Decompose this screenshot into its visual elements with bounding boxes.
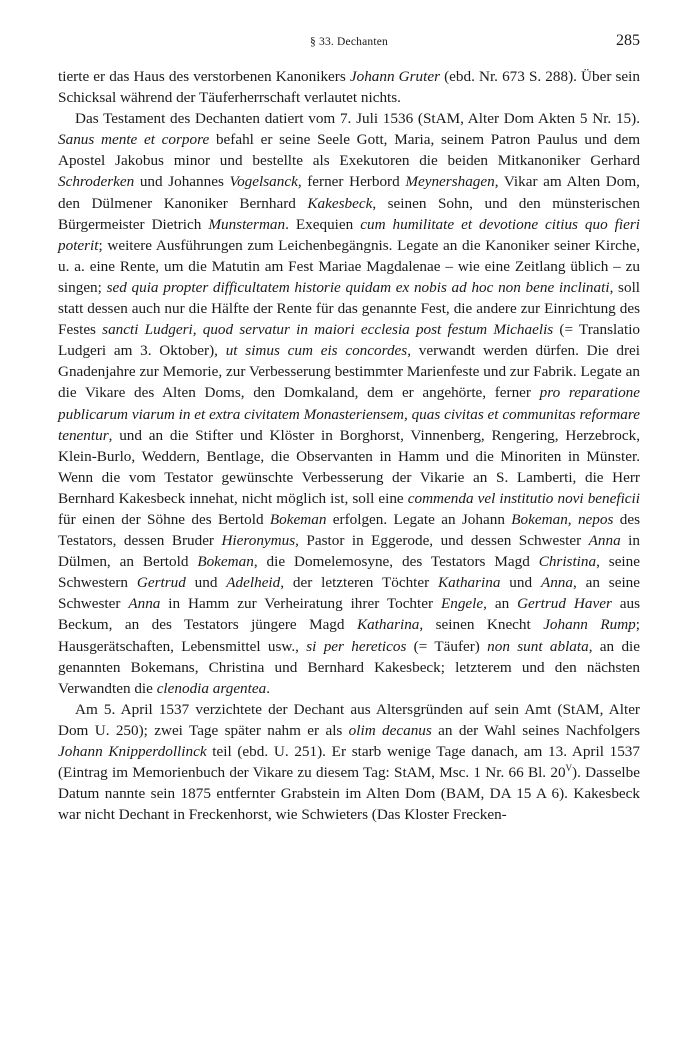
text-run: , seinen Knecht: [419, 616, 544, 634]
text-run: an der Wahl seines Nachfolgers: [431, 721, 640, 739]
italic-run: sed quia propter difficultatem historie quidam ex nobis ad hoc non bene inclinati: [106, 278, 610, 296]
paragraph-1: [58, 66, 640, 108]
italic-run: Bokeman: [197, 553, 254, 571]
italic-run: Anna: [540, 574, 573, 592]
italic-run: Bokeman: [269, 510, 327, 528]
text-run: tierte er das Haus des verstorbenen Kanonikers: [58, 68, 350, 85]
document-page: [58, 30, 640, 825]
text-run: , die Domelemosyne, des Testators Magd: [253, 553, 539, 571]
text-run: , ferner Herbord: [297, 173, 406, 191]
page-number: 285: [616, 32, 640, 49]
italic-run: Katharina: [438, 574, 501, 592]
text-run: Das Testament des Dechanten datiert vom 7. Juli 1536 (StAM, Alter Dom Akten 5 Nr. 15).: [75, 110, 640, 128]
text-run: (= Translatio Ludgeri am 3. Oktober),: [58, 321, 641, 360]
text-run: ; Hausgerätschaften, Lebensmittel usw.,: [58, 616, 641, 655]
italic-run: Munsterman: [208, 215, 286, 233]
italic-run: Gertrud: [136, 574, 186, 592]
text-run: (ebd. Nr. 673 S. 288). Über sein Schicksal während der Täuferherrschaft verlautet nichts.: [58, 68, 640, 107]
text-run: befahl er seine Seele Gott, Maria, seinem Patron Paulus und dem Apostel Jakobus minor und bestellte als Exekutoren die beiden Mitkanoniker Gerhard: [58, 131, 641, 170]
italic-run: si per hereticos: [306, 637, 407, 655]
italic-run: Hieronymus: [221, 532, 296, 550]
italic-run: Gertrud Haver: [517, 595, 612, 613]
text-run: , und an die Stifter und Klöster in Borghorst, Vinnenberg, Rengering, Herzebrock, Klein-Burlo, Weddern, Bentlage, die Observanten in Hamm und die Minoriten in Münster. Wenn die vom Testator gewünschte Verbesserung der Vikarie an S. Lamberti, die Herr Bernhard Kakesbeck innehat, nicht möglich ist, soll eine: [58, 426, 640, 507]
italic-run: Bokeman, nepos: [511, 510, 614, 528]
italic-run: pro reparatione publicarum viarum in et extra civitatem Monasteriensem, quas civitas et communitas reformare tenentur: [58, 384, 640, 444]
italic-run: Engele: [440, 595, 484, 613]
text-run: für einen der Söhne des Bertold: [58, 510, 270, 528]
text-run: des Testators, dessen Bruder: [58, 510, 640, 550]
text-run: , seine Schwestern: [58, 553, 640, 592]
running-head: § 33. Dechanten: [309, 36, 389, 48]
text-run: , Vikar am Alten Dom, den Dülmener Kanoniker Bernhard: [58, 173, 640, 212]
italic-run: Schroderken: [58, 173, 135, 191]
text-run: , soll statt dessen auch nur die Hälfte der Rente für das genannte Fest, die andere zur Einrichtung des Festes: [58, 278, 641, 339]
italic-run: Adelheid: [226, 574, 281, 592]
text-run: und: [500, 574, 541, 592]
text-run: und Johannes: [134, 173, 230, 191]
text-run: , an: [483, 595, 518, 613]
text-run: , verwandt werden dürfen. Die drei Gnadenjahre zur Memorie, zur Verbesserung bestimmter Marienfeste und zur Fabrik. Legate an die Vikare des Alten Doms, den Domkaland, dem er angehörte, ferner: [58, 342, 640, 402]
italic-run: olim decanus: [348, 721, 432, 739]
italic-run: Johann Knipperdollinck: [58, 743, 207, 760]
italic-run: commenda vel institutio novi beneficii: [407, 489, 640, 507]
text-run: , der letzteren Töchter: [280, 574, 439, 592]
page-header: [58, 30, 640, 52]
italic-run: Kakesbeck: [307, 194, 373, 212]
italic-run: Christina: [538, 553, 597, 571]
italic-run: Vogelsanck: [229, 173, 298, 191]
text-run: ). Dasselbe Datum nannte sein 1875 entfernter Grabstein im Alten Dom (BAM, DA 15 A 6). Kakesbeck war nicht Dechant in Freckenhorst, wie Schwieters (Das Kloster Frecken-: [58, 764, 640, 824]
paragraph-2: [58, 108, 640, 699]
text-run: . Exequien: [285, 215, 361, 233]
text-run: teil (ebd. U. 251). Er starb wenige Tage danach, am 13. April 1537 (Eintrag im Memorienbuch der Vikare zu diesem Tag: StAM, Msc. 1 Nr. 66 Bl. 20: [58, 743, 640, 782]
body-text: [58, 66, 640, 825]
text-run: (= Täufer): [406, 637, 488, 655]
italic-run: Katharina: [356, 616, 420, 634]
text-run: erfolgen. Legate an Johann: [326, 510, 512, 528]
text-run: aus Beckum, an des Testators jüngere Magd: [58, 595, 641, 634]
italic-run: Sanus mente et corpore: [58, 131, 210, 149]
italic-run: Anna: [588, 532, 621, 550]
italic-run: Anna: [128, 595, 161, 613]
superscript-run: V: [565, 763, 573, 774]
italic-run: sancti Ludgeri, quod servatur in maiori ecclesia post festum Michaelis: [102, 321, 554, 339]
text-run: .: [266, 679, 271, 697]
text-run: in Dülmen, an Bertold: [58, 532, 640, 571]
italic-run: clenodia argentea: [156, 679, 267, 697]
text-run: und: [185, 574, 227, 592]
text-run: , an seine Schwester: [58, 574, 641, 613]
text-run: ; weitere Ausführungen zum Leichenbegängnis. Legate an die Kanoniker seiner Kirche, u. a. eine Rente, um die Matutin am Fest Mariae Magdalenae – wie eine Zeitlang üblich – zu singen;: [58, 236, 640, 296]
text-run: , Pastor in Eggerode, und dessen Schwester: [295, 532, 589, 550]
italic-run: Meynershagen: [405, 173, 495, 191]
italic-run: Johann Rump: [543, 616, 636, 634]
text-run: Am 5. April 1537 verzichtete der Dechant aus Altersgründen auf sein Amt (StAM, Alter Dom U. 250); zwei Tage später nahm er als: [58, 700, 640, 739]
italic-run: ut simus cum eis concordes: [225, 342, 408, 360]
text-run: , seinen Sohn, und den münsterischen Bürgermeister Dietrich: [58, 194, 640, 233]
text-run: in Hamm zur Verheiratung ihrer Tochter: [160, 595, 441, 613]
paragraph-3: [58, 699, 640, 826]
text-run: , an die genannten Bokemans, Christina und Bernhard Kakesbeck; letzterem und den nächsten Verwandten die: [58, 637, 641, 697]
italic-run: non sunt ablata: [487, 637, 589, 655]
italic-run: cum humilitate et devotione citius quo fieri poterit: [58, 215, 640, 254]
italic-run: Johann Gruter: [349, 68, 441, 85]
